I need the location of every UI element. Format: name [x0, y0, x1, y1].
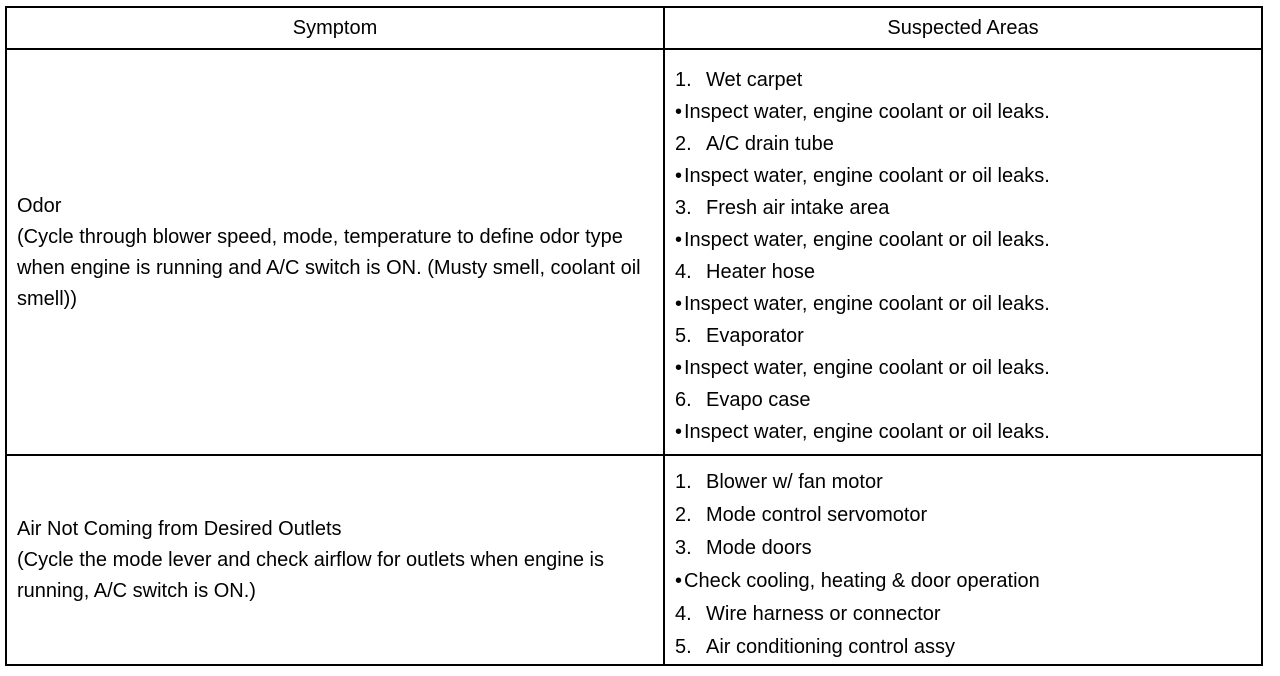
item-text: Mode control servomotor	[706, 504, 928, 526]
symptom-title: Odor	[17, 194, 62, 217]
item-text: Inspect water, engine coolant or oil leaks.	[684, 421, 1050, 443]
bullet-icon: •	[675, 101, 683, 123]
item-text: A/C drain tube	[706, 133, 834, 155]
item-text: Wire harness or connector	[706, 603, 941, 625]
suspected-area-item	[675, 466, 1261, 499]
item-number: 5.	[675, 325, 692, 347]
suspected-area-item	[675, 532, 1261, 565]
suspected-area-item	[675, 320, 1261, 352]
bullet-icon: •	[675, 357, 683, 379]
item-number: 2.	[675, 504, 692, 526]
symptom-description: (Cycle the mode lever and check airflow for outlets when engine is running, A/C switch is ON.)	[17, 549, 604, 602]
bullet-icon: •	[675, 570, 683, 592]
item-number: 4.	[675, 261, 692, 283]
item-text: Inspect water, engine coolant or oil leaks.	[684, 293, 1050, 315]
header-suspected-areas: Suspected Areas	[664, 7, 1262, 49]
item-number: 1.	[675, 69, 692, 91]
bullet-icon: •	[675, 421, 683, 443]
item-text: Inspect water, engine coolant or oil leaks.	[684, 357, 1050, 379]
item-text: Inspect water, engine coolant or oil leaks.	[684, 165, 1050, 187]
suspected-areas-list	[675, 456, 1261, 664]
inspection-note	[675, 416, 1261, 448]
suspected-area-item	[675, 598, 1261, 631]
inspection-note	[675, 96, 1261, 128]
symptom-description: (Cycle through blower speed, mode, temperature to define odor type when engine is running and A/C switch is ON. (Musty smell, coolant oil smell))	[17, 225, 641, 310]
header-symptom: Symptom	[6, 7, 664, 49]
inspection-note	[675, 160, 1261, 192]
item-number: 1.	[675, 471, 692, 493]
inspection-note	[675, 224, 1261, 256]
item-text: Heater hose	[706, 261, 815, 283]
item-number: 6.	[675, 389, 692, 411]
suspected-area-item	[675, 256, 1261, 288]
item-text: Inspect water, engine coolant or oil leaks.	[684, 101, 1050, 123]
bullet-icon: •	[675, 165, 683, 187]
table-row	[6, 455, 1262, 665]
table-row	[6, 49, 1262, 455]
item-text: Wet carpet	[706, 69, 803, 91]
item-text: Air conditioning control assy	[706, 636, 956, 658]
table-header-row	[6, 7, 1262, 49]
item-text: Mode doors	[706, 537, 812, 559]
item-number: 2.	[675, 133, 692, 155]
inspection-note	[675, 565, 1261, 598]
suspected-area-item	[675, 64, 1261, 96]
inspection-note	[675, 288, 1261, 320]
symptom-title: Air Not Coming from Desired Outlets	[17, 518, 342, 540]
suspected-area-item	[675, 192, 1261, 224]
item-number: 3.	[675, 537, 692, 559]
item-number: 3.	[675, 197, 692, 219]
inspection-note	[675, 352, 1261, 384]
suspected-areas-cell	[664, 455, 1262, 665]
suspected-area-item	[675, 631, 1261, 664]
suspected-area-item	[675, 128, 1261, 160]
suspected-areas-cell	[664, 49, 1262, 455]
item-number: 5.	[675, 636, 692, 658]
item-text: Fresh air intake area	[706, 197, 890, 219]
item-text: Check cooling, heating & door operation	[684, 570, 1040, 592]
symptom-cell	[6, 49, 664, 455]
item-text: Inspect water, engine coolant or oil leaks.	[684, 229, 1050, 251]
item-text: Blower w/ fan motor	[706, 471, 883, 493]
item-number: 4.	[675, 603, 692, 625]
suspected-area-item	[675, 499, 1261, 532]
bullet-icon: •	[675, 293, 683, 315]
bullet-icon: •	[675, 229, 683, 251]
suspected-areas-list	[675, 50, 1261, 448]
suspected-area-item	[675, 384, 1261, 416]
symptom-table	[5, 6, 1263, 666]
item-text: Evapo case	[706, 389, 811, 411]
item-text: Evaporator	[706, 325, 804, 347]
symptom-cell	[6, 455, 664, 665]
